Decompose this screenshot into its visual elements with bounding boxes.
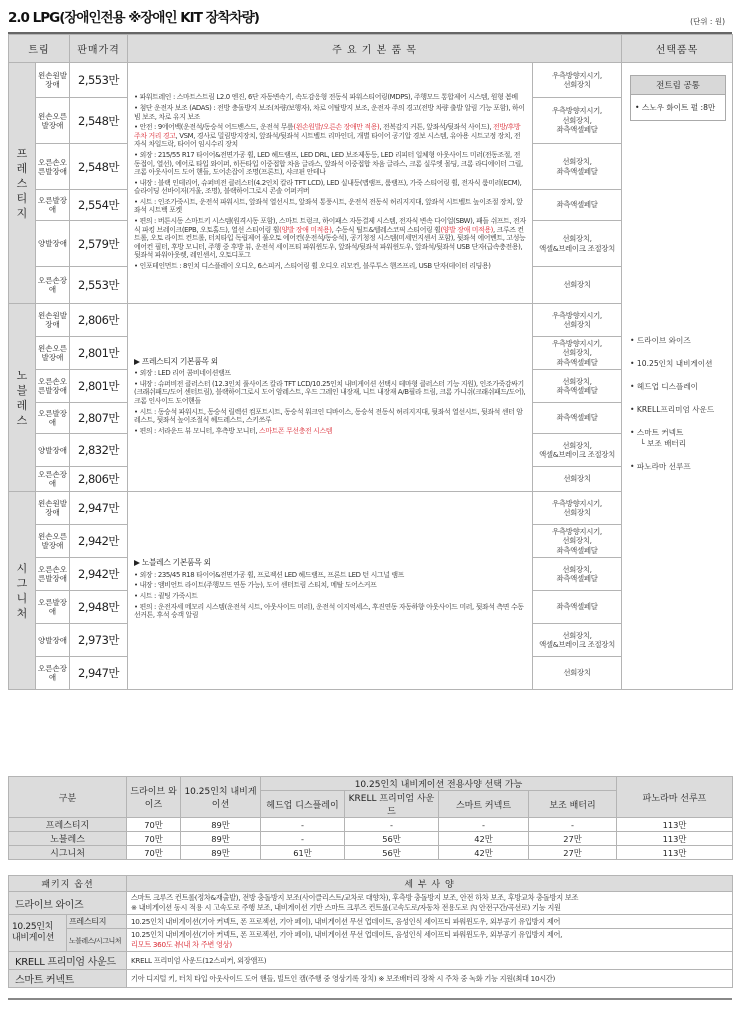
option-list-item: • 파노라마 선루프 <box>630 462 691 471</box>
price-header-pano: 파노라마 선루프 <box>617 777 733 818</box>
feature-item: • 외장 : 215/55 R17 타이어&전면가공 휠, LED 헤드램프, LED DRL, LED 보조제동등, LED 리피터 일체형 아웃사이드 미러(전동조절, 전동접이, 열선), 에어로 타입 와이퍼, 히든타입 이중접합 차음 글라스, 앞좌석 이중접합 차음 글라스, 크롬 실루엣 몰딩, 크롬 라디에이터 그릴, 크롬 아웃사이드 도어 핸들, 도어손잡이 조명(프론트), 샤크핀 안테나 <box>134 150 523 177</box>
option-list <box>630 335 714 484</box>
price-pano: 113만 <box>617 818 733 832</box>
price-row-trim: 시그니처 <box>9 846 127 860</box>
trim-price: 2,973만 <box>70 624 128 657</box>
snow-white-pearl-option: • 스노우 화이트 펄 :8만 <box>635 103 716 112</box>
feature-item: • 인포테인먼트 : 8인치 디스플레이 오디오, 6스피커, 스티어링 휠 오디오 리모컨, 블루투스 핸즈프리, USB 단자(데이터 리딩용) <box>134 262 491 271</box>
pkg-nav: 10.25인치 내비게이션 <box>9 915 67 952</box>
pkg-drive-wise: 드라이브 와이즈 <box>9 892 127 915</box>
price-pano: 113만 <box>617 832 733 846</box>
trim-price: 2,948만 <box>70 591 128 624</box>
unit-label: (단위 : 원) <box>690 17 725 26</box>
feature-item: • 내장 : 블랙 인테리어, 슈퍼비전 클러스터(4.2인치 칼라 TFT LCD), LED 실내등(맵램프, 룸램프), 가죽 스티어링 휠, 전자식 룸미러(ECM), 슬라이딩 선바이저(거울, 조명), 블랙하이그로시 콘솔 어퍼커버 <box>134 178 522 196</box>
package-option-table <box>8 875 733 988</box>
trim-price: 2,942만 <box>70 525 128 558</box>
disability-type: 왼손원발장애 <box>36 63 70 98</box>
price-battery: 27만 <box>529 846 617 860</box>
feature-item: • 내장 : 슈퍼비전 클러스터 (12.3인치 풀사이즈 칼라 TFT LCD/10.25인치 내비게이션 선택시 테마형 클러스터 기능 지원), 인조가죽감싸기(크래쉬패드/도어 센터트림), 블랙하이그로시 도어 암레스트, 우드 그레인 내장재, 니트 내장재 A/B필라 트림, 크롬 가니쉬(크래쉬패드/도어), 크롬 인사이드 도어핸들 <box>134 379 526 405</box>
price-hud: - <box>261 818 345 832</box>
disability-type: 양발장애 <box>36 434 70 467</box>
pkg-drive-wise-line1: 스마트 크루즈 컨트롤(정차&재출발), 전방 충돌방지 보조(사이클리스트/교차로 대향차), 후측방 충돌방지 보조, 안전 하차 보조, 후방교차 충돌방지 보조 <box>131 893 579 902</box>
price-row-trim: 프레스티지 <box>9 818 127 832</box>
trim-price: 2,579만 <box>70 221 128 267</box>
option-price-table <box>8 776 733 860</box>
common-option-box <box>630 75 726 121</box>
basic-features <box>128 304 533 492</box>
price-header-nav: 10.25인치 내비게이션 <box>181 777 261 818</box>
option-list-item: • 10.25인치 내비게이션 <box>630 359 713 368</box>
disability-kit-option: 우측방향지시기, 선회장치 <box>533 304 622 337</box>
disability-kit-option: 선회장치, 좌측액셀페달 <box>533 558 622 591</box>
disability-kit-option: 선회장치 <box>533 657 622 690</box>
price-drive: 70만 <box>127 818 181 832</box>
disability-type: 왼손오른발장애 <box>36 525 70 558</box>
basic-features <box>128 63 533 304</box>
price-row <box>9 846 733 860</box>
pkg-nav-sub-noblesse: 노블레스/시그니처 <box>67 929 127 952</box>
trim-price: 2,806만 <box>70 304 128 337</box>
price-nav: 89만 <box>181 818 261 832</box>
trim-price: 2,548만 <box>70 144 128 190</box>
trim-price: 2,806만 <box>70 467 128 492</box>
trim-price: 2,554만 <box>70 190 128 221</box>
red-note: (양발 장애 미적용) <box>279 225 332 234</box>
feature-item: • 편의 : 버튼시동 스마트키 시스템(원격시동 포함), 스마트 트렁크, 하이패스 자동결제 시스템, 전자식 변속 다이얼(SBW), 패들 쉬프트, 전자식 파킹 브레이크(EPB, 오토홀드), 열선 스티어링 휠(양발 장애 미적용), 수동식 틸트&텔레스코픽 스티어링 휠(양발 장애 미적용), 크루즈 컨트롤, 오토 라이트 컨트롤, 터치타입 독립제어 풀오토 에어컨(운전석/동승석), 공기청정 시스템(미세먼지센서 포함), 뒷좌석 에어벤트, 고성능 에어컨 필터, 후방 모니터, 주행 중 후방 뷰, 운전석 세이프티 파워윈도우, 앞좌석/뒷좌석 파워윈도우, 앞좌석/뒷좌석 USB 단자(급속충전용), 뒷좌석 파워아웃렛, 레인센서, 오토디포그 <box>134 217 526 260</box>
option-list-item: • 드라이브 와이즈 <box>630 336 691 345</box>
pkg-nav-noblesse-detail <box>127 929 733 952</box>
pkg-nav-prestige-detail: 10.25인치 내비게이션(기아 커넥트, 폰 프로젝션, 기아 페이), 내비게이션 무선 업데이트, 음성인식 세이프티 파워윈도우, 외부공기 유입방지 제어 <box>127 915 733 929</box>
trim-name: 프 레 스 티 지 <box>9 63 36 304</box>
disability-kit-option: 좌측액셀페달 <box>533 591 622 624</box>
disability-kit-option: 선회장치, 액셀&브레이크 조절장치 <box>533 221 622 267</box>
trim-name: 노 블 레 스 <box>9 304 36 492</box>
col-price: 판매가격 <box>70 35 128 63</box>
pkg-detail-header: 세 부 사 양 <box>127 876 733 892</box>
feature-item: • 편의 : 운전자세 메모리 시스템(운전석 시트, 아웃사이드 미러), 운전석 이지억세스, 후진연동 자동하향 아웃사이드 미러, 뒷좌석 측면 수동 선커튼, 후석 승객 알림 <box>134 602 524 620</box>
price-krell: 56만 <box>345 846 439 860</box>
pkg-smart-connect: 스마트 커넥트 <box>9 970 127 988</box>
price-row-trim: 노블레스 <box>9 832 127 846</box>
feature-item: • 외장 : 235/45 R18 타이어&전면가공 휠, 프로젝션 LED 헤드램프, 프론트 LED 턴 시그널 램프 <box>134 570 404 579</box>
disability-kit-option: 선회장치, 액셀&브레이크 조절장치 <box>533 434 622 467</box>
feature-item: • 외장 : LED 리어 콤비네이션램프 <box>134 369 231 378</box>
disability-type: 오른손장애 <box>36 657 70 690</box>
trim-price: 2,942만 <box>70 558 128 591</box>
price-nav: 89만 <box>181 832 261 846</box>
red-note: (양발 장애 미적용) <box>440 225 493 234</box>
price-drive: 70만 <box>127 832 181 846</box>
trim-price: 2,548만 <box>70 98 128 144</box>
trim-price: 2,801만 <box>70 337 128 370</box>
price-smart: - <box>439 818 529 832</box>
price-battery: - <box>529 818 617 832</box>
pkg-nav-noblesse-line1: 10.25인치 내비게이션(기아 커넥트, 폰 프로젝션, 기아 페이), 내비게이션 무선 업데이트, 음성인식 세이프티 파워윈도우, 외부공기 유입방지 제어, <box>131 930 563 939</box>
pkg-smart-connect-detail: 기아 디지털 키, 터치 타입 아웃사이드 도어 핸들, 빌트인 캠(주행 중 영상기록 장치) ※ 보조배터리 장착 시 주차 중 녹화 기능 지원(최대 10시간) <box>127 970 733 988</box>
pkg-header: 패키지 옵션 <box>9 876 127 892</box>
feature-title: ▶ 노블레스 기본품목 외 <box>134 558 211 568</box>
disability-type: 오른손오른발장애 <box>36 558 70 591</box>
price-battery: 27만 <box>529 832 617 846</box>
feature-item: • 시트 : 퀼팅 가죽시트 <box>134 592 198 600</box>
disability-type: 오른손오른발장애 <box>36 370 70 403</box>
disability-type: 왼손원발장애 <box>36 492 70 525</box>
disability-kit-option: 선회장치, 좌측액셀페달 <box>533 144 622 190</box>
disability-type: 왼손오른발장애 <box>36 337 70 370</box>
disability-type: 왼손오른발장애 <box>36 98 70 144</box>
col-basic: 주 요 기 본 품 목 <box>128 35 622 63</box>
pkg-drive-wise-detail <box>127 892 733 915</box>
pkg-krell: KRELL 프리미엄 사운드 <box>9 952 127 970</box>
price-row <box>9 832 733 846</box>
feature-item: • 편의 : 서라운드 뷰 모니터, 후측방 모니터, 스마트폰 무선충전 시스템 <box>134 426 333 435</box>
trim-price: 2,947만 <box>70 492 128 525</box>
price-drive: 70만 <box>127 846 181 860</box>
trim-name: 시 그 니 처 <box>9 492 36 690</box>
main-spec-table <box>8 34 733 690</box>
disability-type: 오른손오른발장애 <box>36 144 70 190</box>
disability-kit-option: 선회장치, 액셀&브레이크 조절장치 <box>533 624 622 657</box>
price-header-drive: 드라이브 와이즈 <box>127 777 181 818</box>
disability-type: 오른발장애 <box>36 403 70 434</box>
feature-item: • 내장 : 앰비언트 라이트(주행모드 연동 가능), 도어 센터트림 스티치, 메탈 도어스커프 <box>134 581 377 590</box>
disability-type: 왼손원발장애 <box>36 304 70 337</box>
select-options-panel <box>622 63 733 690</box>
trim-price: 2,553만 <box>70 267 128 304</box>
pkg-nav-noblesse-line2: 리모트 360도 뷰(내 차 주변 영상) <box>131 940 232 949</box>
option-list-item: • 스마트 커넥트 <box>630 428 684 437</box>
feature-title: ▶ 프레스티지 기본품목 외 <box>134 356 218 366</box>
option-list-item: └ 보조 배터리 <box>640 439 687 448</box>
disability-kit-option: 좌측액셀페달 <box>533 190 622 221</box>
disability-kit-option: 우측방향지시기, 선회장치, 좌측액셀페달 <box>533 525 622 558</box>
disability-type: 오른손장애 <box>36 267 70 304</box>
price-smart: 42만 <box>439 846 529 860</box>
option-list-item: • KRELL프리미엄 사운드 <box>630 405 715 414</box>
disability-type: 오른손장애 <box>36 467 70 492</box>
disability-type: 오른발장애 <box>36 190 70 221</box>
price-nav: 89만 <box>181 846 261 860</box>
trim-price: 2,807만 <box>70 403 128 434</box>
price-header-group: 구분 <box>9 777 127 818</box>
disability-type: 양발장애 <box>36 221 70 267</box>
disability-type: 양발장애 <box>36 624 70 657</box>
trim-price: 2,947만 <box>70 657 128 690</box>
price-header-smart: 스마트 커넥트 <box>439 791 529 818</box>
price-header-battery: 보조 배터리 <box>529 791 617 818</box>
feature-item: • 파워트레인 : 스마트스트림 L2.0 엔진, 6단 자동변속기, 속도감응형 전동식 파워스티어링(MDPS), 주행모드 통합제어 시스템, 원형 봄베 <box>134 93 518 102</box>
disability-kit-option: 우측방향지시기, 선회장치 <box>533 63 622 98</box>
trim-row <box>9 63 733 98</box>
red-note: (왼손원발/오른손 장애만 적용) <box>293 123 380 132</box>
price-krell: - <box>345 818 439 832</box>
common-option-price: :8만 <box>700 103 716 112</box>
trim-price: 2,553만 <box>70 63 128 98</box>
basic-features <box>128 492 533 690</box>
price-hud: - <box>261 832 345 846</box>
disability-kit-option: 좌측액셀페달 <box>533 403 622 434</box>
disability-kit-option: 선회장치 <box>533 267 622 304</box>
feature-item: • 시트 : 동승석 파워시트, 동승석 릴렉션 컴포트시트, 동승석 워크인 디바이스, 동승석 전동식 허리지지대, 뒷좌석 열선시트, 뒷좌석 센터 암레스트, 뒷좌석 높이조절식 헤드레스트, 스키쓰루 <box>134 407 523 425</box>
pkg-nav-sub-prestige: 프레스티지 <box>67 915 127 929</box>
pkg-krell-detail: KRELL 프리미엄 사운드(12스피커, 외장앰프) <box>127 952 733 970</box>
page-title: 2.0 LPG(장애인전용 ※장애인 KIT 장착차량) <box>8 10 259 26</box>
red-note: 스마트폰 무선충전 시스템 <box>259 426 333 435</box>
common-option-title: 전트림 공통 <box>631 76 725 95</box>
disability-kit-option: 선회장치 <box>533 467 622 492</box>
price-header-navsel: 10.25인치 내비게이션 전용사양 선택 가능 <box>261 777 617 791</box>
disability-kit-option: 우측방향지시기, 선회장치, 좌측액셀페달 <box>533 98 622 144</box>
red-note: 전방/후방 주차 거리 경고 <box>134 123 521 140</box>
feature-item: • 시트 : 인조가죽시트, 운전석 파워시트, 앞좌석 열선시트, 앞좌석 통풍시트, 운전석 전동식 허리지지대, 앞좌석 시트벨트 높이조절 장치, 앞좌석 시트백 포켓 <box>134 197 523 215</box>
col-select: 선택품목 <box>622 35 733 63</box>
trim-price: 2,832만 <box>70 434 128 467</box>
price-header-hud: 헤드업 디스플레이 <box>261 791 345 818</box>
price-hud: 61만 <box>261 846 345 860</box>
price-pano: 113만 <box>617 846 733 860</box>
disability-kit-option: 선회장치, 좌측액셀페달 <box>533 370 622 403</box>
col-trim: 트림 <box>9 35 70 63</box>
pkg-drive-wise-line2: ※ 내비게이션 동시 적용 시 고속도로 주행 보조, 내비게이션 기반 스마트 크루즈 컨트롤(고속도로/자동차 전용도로 內 안전구간/곡선로) 기능 지원 <box>131 903 561 912</box>
price-smart: 42만 <box>439 832 529 846</box>
disability-kit-option: 우측방향지시기, 선회장치, 좌측액셀페달 <box>533 337 622 370</box>
disability-kit-option: 우측방향지시기, 선회장치 <box>533 492 622 525</box>
price-krell: 56만 <box>345 832 439 846</box>
feature-item: • 안전 : 9에어백(운전석/동승석 어드밴스드, 운전석 무릎(왼손원발/오른손 장애만 적용), 전복감지 커튼, 앞좌석/뒷좌석 사이드), 전방/후방 주차 거리 경고, VSM, 경사로 밀림방지장치, 앞좌석/뒷좌석 시트벨트 리마인더, 개별 타이어 공기압 경보 시스템, 유아용 시트고정 장치, 전자식 차일드락, 타이어 임시수리 장치 <box>134 123 521 149</box>
option-list-item: • 헤드업 디스플레이 <box>630 382 699 391</box>
bottom-rule <box>8 998 732 1000</box>
disability-type: 오른발장애 <box>36 591 70 624</box>
trim-price: 2,801만 <box>70 370 128 403</box>
price-header-krell: KRELL 프리미엄 사운드 <box>345 791 439 818</box>
feature-item: • 첨단 운전자 보조 (ADAS) : 전방 충돌방지 보조(차량/보행자), 차로 이탈방지 보조, 운전자 주의 경고(전방 차량 출발 알림 기능 포함), 하이빔 보조, 차로 유지 보조 <box>134 103 525 121</box>
price-row <box>9 818 733 832</box>
